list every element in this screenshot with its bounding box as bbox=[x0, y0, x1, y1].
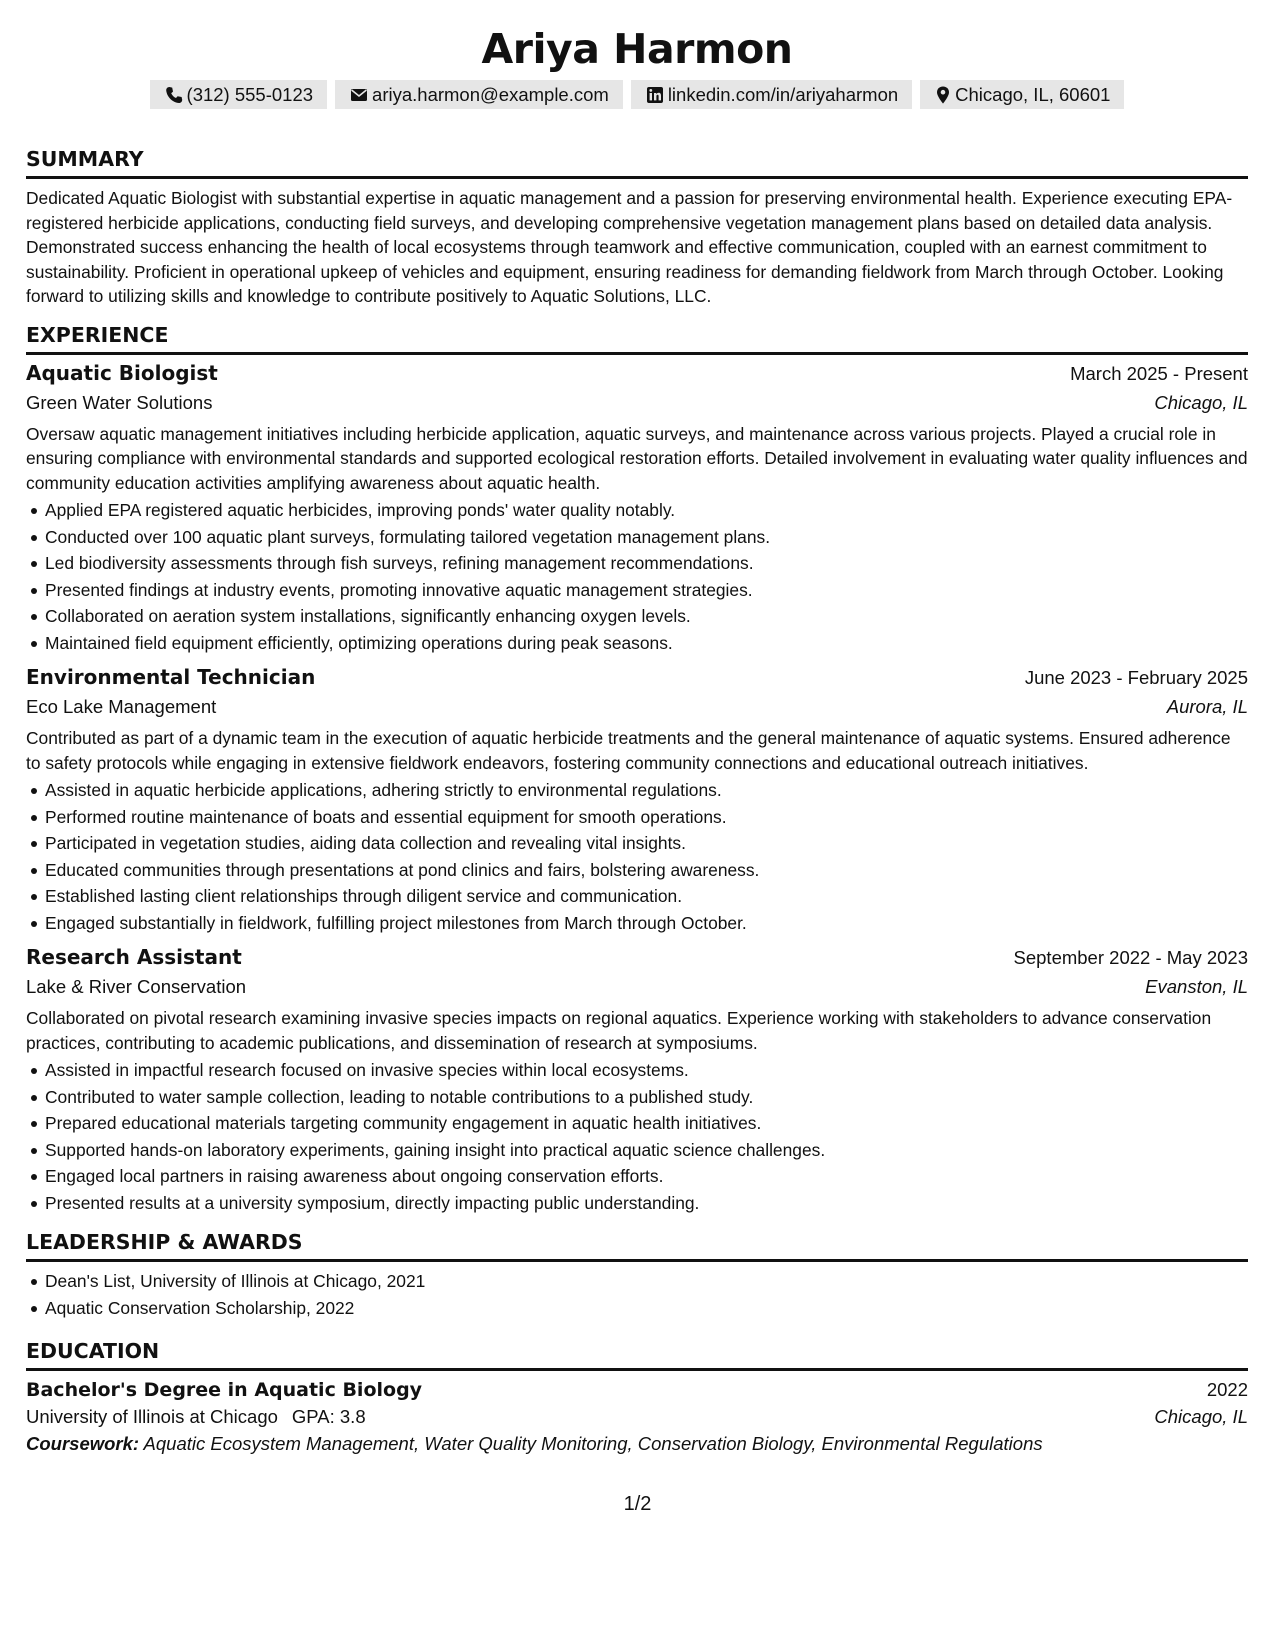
job-title: Research Assistant bbox=[26, 945, 242, 969]
job-company: Eco Lake Management bbox=[26, 696, 217, 717]
contact-phone bbox=[150, 80, 328, 109]
contact-text: ariya.harmon@example.com bbox=[372, 83, 609, 105]
school-name: University of Illinois at Chicago bbox=[26, 1406, 278, 1427]
school-location: Chicago, IL bbox=[1154, 1406, 1248, 1427]
contact-bar bbox=[26, 80, 1248, 109]
list-item: Applied EPA registered aquatic herbicides, improving ponds' water quality notably. bbox=[26, 497, 1248, 524]
school-line bbox=[26, 1406, 366, 1428]
summary-text: Dedicated Aquatic Biologist with substantial expertise in aquatic management and a passion for preserving environmental health. Experience executing EPA-registered herbicide applications, conducting field surveys, and developing comprehensive vegetation management plans based on detailed data analysis. Demonstrated success enhancing the health of local ecosystems through teamwork and effective communication, coupled with an earnest commitment to sustainability. Proficient in operational upkeep of vehicles and equipment, ensuring readiness for demanding fieldwork from March through October. Looking forward to utilizing skills and knowledge to contribute positively to Aquatic Solutions, LLC. bbox=[26, 188, 1233, 306]
contact-email[interactable] bbox=[335, 80, 623, 109]
contact-text: (312) 555-0123 bbox=[186, 83, 314, 105]
list-item: Educated communities through presentations at pond clinics and fairs, bolstering awareness. bbox=[26, 857, 1248, 884]
job-bullets bbox=[26, 497, 1248, 656]
section-divider bbox=[26, 1368, 1248, 1371]
job-dates: June 2023 - February 2025 bbox=[1024, 667, 1248, 688]
location-pin-icon bbox=[934, 85, 952, 105]
resume-page bbox=[26, 0, 1248, 1455]
candidate-name: Ariya Harmon bbox=[481, 25, 793, 73]
coursework-label: Coursework: bbox=[26, 1433, 140, 1454]
page-number: 1/2 bbox=[623, 1493, 652, 1515]
job-company: Green Water Solutions bbox=[26, 391, 213, 413]
education-subheader bbox=[26, 1406, 1248, 1428]
job-location: Evanston, IL bbox=[1145, 976, 1248, 997]
job-bullets bbox=[26, 777, 1248, 936]
section-title: EXPERIENCE bbox=[26, 322, 169, 347]
job-subheader bbox=[26, 696, 1248, 718]
coursework bbox=[26, 1433, 1248, 1455]
list-item: Assisted in aquatic herbicide applications, adhering strictly to environmental regulations. bbox=[26, 777, 1248, 804]
list-item: Performed routine maintenance of boats and essential equipment for smooth operations. bbox=[26, 804, 1248, 831]
awards-list bbox=[26, 1268, 1248, 1321]
job-entry bbox=[26, 361, 1248, 657]
degree: Bachelor's Degree in Aquatic Biology bbox=[26, 1379, 423, 1401]
section-title: LEADERSHIP & AWARDS bbox=[26, 1230, 303, 1254]
job-description: Collaborated on pivotal research examining invasive species impacts on regional aquatics. Experience working with stakeholders to advance conservation practices, contributing to academic publications, and dissemination of research at symposiums. bbox=[26, 1008, 1212, 1053]
contact-location bbox=[920, 80, 1124, 109]
list-item: Aquatic Conservation Scholarship, 2022 bbox=[26, 1295, 1248, 1322]
job-subheader bbox=[26, 976, 1248, 998]
job-title: Aquatic Biologist bbox=[26, 360, 218, 385]
awards-section bbox=[26, 1230, 1248, 1321]
list-item: Engaged substantially in fieldwork, fulfilling project milestones from March through October. bbox=[26, 910, 1248, 937]
job-dates: March 2025 - Present bbox=[1070, 362, 1248, 384]
list-item: Maintained field equipment efficiently, optimizing operations during peak seasons. bbox=[26, 630, 1248, 657]
list-item: Presented results at a university symposium, directly impacting public understanding. bbox=[26, 1190, 1248, 1217]
graduation-year: 2022 bbox=[1206, 1379, 1248, 1400]
job-location: Aurora, IL bbox=[1166, 696, 1248, 717]
list-item: Led biodiversity assessments through fish surveys, refining management recommendations. bbox=[26, 550, 1248, 577]
list-item: Engaged local partners in raising awareness about ongoing conservation efforts. bbox=[26, 1163, 1248, 1190]
job-header bbox=[26, 361, 1248, 385]
list-item: Contributed to water sample collection, leading to notable contributions to a published study. bbox=[26, 1084, 1248, 1111]
list-item: Assisted in impactful research focused on invasive species within local ecosystems. bbox=[26, 1057, 1248, 1084]
job-bullets bbox=[26, 1057, 1248, 1216]
experience-section bbox=[26, 323, 1248, 1217]
contact-text: linkedin.com/in/ariyaharmon bbox=[667, 83, 899, 105]
list-item: Supported hands-on laboratory experiments, gaining insight into practical aquatic science challenges. bbox=[26, 1137, 1248, 1164]
job-dates: September 2022 - May 2023 bbox=[1013, 947, 1248, 968]
list-item: Conducted over 100 aquatic plant surveys, formulating tailored vegetation management plans. bbox=[26, 524, 1248, 551]
section-title: EDUCATION bbox=[26, 1339, 160, 1363]
section-title: SUMMARY bbox=[26, 147, 144, 171]
section-divider bbox=[26, 352, 1248, 355]
list-item: Prepared educational materials targeting community engagement in aquatic health initiatives. bbox=[26, 1110, 1248, 1137]
job-header bbox=[26, 945, 1248, 969]
education-section bbox=[26, 1339, 1248, 1455]
contact-linkedin[interactable] bbox=[631, 80, 912, 109]
summary-section bbox=[26, 147, 1248, 309]
phone-icon bbox=[164, 85, 184, 105]
job-description: Contributed as part of a dynamic team in the execution of aquatic herbicide treatments and the general maintenance of aquatic systems. Ensured adherence to safety protocols while engaging in extensive fieldwork endeavors, fostering community connections and educational outreach initiatives. bbox=[26, 728, 1231, 773]
job-subheader bbox=[26, 392, 1248, 414]
section-divider bbox=[26, 1259, 1248, 1262]
envelope-icon bbox=[349, 85, 369, 105]
list-item: Participated in vegetation studies, aiding data collection and revealing vital insights. bbox=[26, 830, 1248, 857]
job-entry bbox=[26, 665, 1248, 936]
job-description: Oversaw aquatic management initiatives including herbicide application, aquatic surveys, and maintenance across various projects. Played a crucial role in ensuring compliance with environmental standards and supported ecological restoration efforts. Detailed involvement in evaluating water quality influences and community education activities amplifying awareness about aquatic health. bbox=[26, 423, 1248, 493]
list-item: Dean's List, University of Illinois at Chicago, 2021 bbox=[26, 1268, 1248, 1295]
contact-text: Chicago, IL, 60601 bbox=[955, 83, 1111, 105]
list-item: Collaborated on aeration system installations, significantly enhancing oxygen levels. bbox=[26, 603, 1248, 630]
coursework-list: Aquatic Ecosystem Management, Water Quality Monitoring, Conservation Biology, Environmental Regulations bbox=[143, 1433, 1043, 1454]
job-header bbox=[26, 665, 1248, 689]
job-title: Environmental Technician bbox=[26, 665, 316, 689]
job-entry bbox=[26, 945, 1248, 1216]
linkedin-icon bbox=[645, 85, 665, 105]
job-company: Lake & River Conservation bbox=[26, 976, 247, 997]
list-item: Established lasting client relationships through diligent service and communication. bbox=[26, 883, 1248, 910]
section-divider bbox=[26, 176, 1248, 179]
education-header bbox=[26, 1379, 1248, 1401]
job-location: Chicago, IL bbox=[1154, 391, 1248, 413]
list-item: Presented findings at industry events, promoting innovative aquatic management strategies. bbox=[26, 577, 1248, 604]
gpa: GPA: 3.8 bbox=[291, 1406, 366, 1427]
